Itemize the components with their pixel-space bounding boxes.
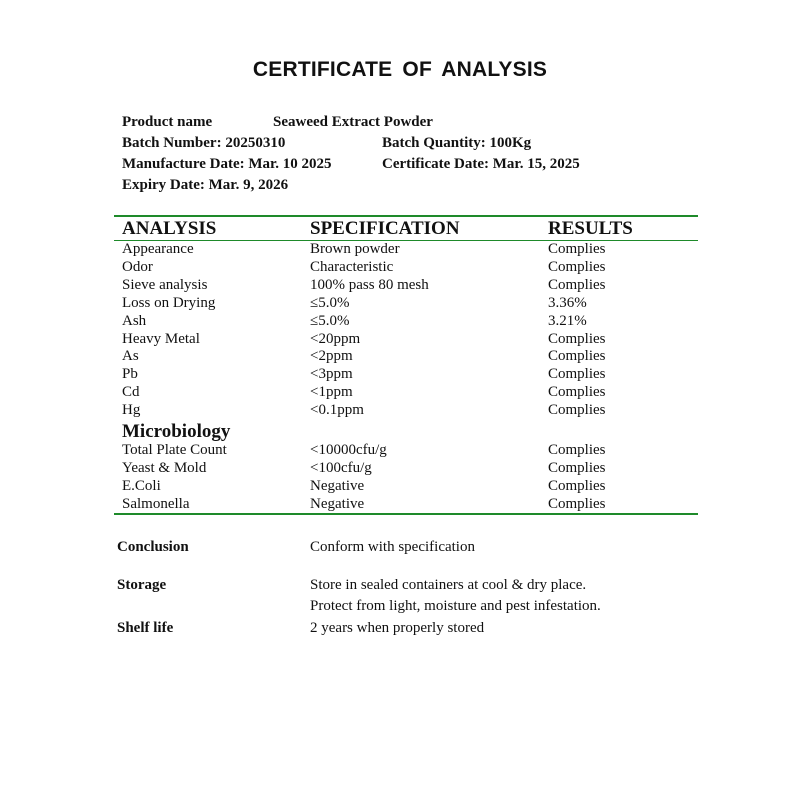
shelf-life-label: Shelf life <box>117 620 174 636</box>
table-cell-result: Complies <box>548 241 606 257</box>
table-bottom-rule <box>114 513 698 515</box>
conclusion-value: Conform with specification <box>310 539 475 555</box>
header-specification: SPECIFICATION <box>310 218 460 239</box>
micro-cell-result: Complies <box>548 495 606 512</box>
table-cell-specification: <3ppm <box>310 366 353 383</box>
table-cell-result: Complies <box>548 348 606 365</box>
table-cell-result: 3.36% <box>548 294 587 311</box>
table-cell-specification: <0.1ppm <box>310 402 364 419</box>
micro-cell-analysis: E.Coli <box>122 477 161 494</box>
micro-cell-specification: Negative <box>310 477 365 494</box>
micro-cell-result: Complies <box>548 459 606 476</box>
table-cell-result: Complies <box>548 366 606 383</box>
certificate-date: Certificate Date: Mar. 15, 2025 <box>382 156 580 172</box>
shelf-life-value: 2 years when properly stored <box>310 620 485 636</box>
micro-cell-specification: <100cfu/g <box>310 459 372 476</box>
table-cell-result: Complies <box>548 330 606 347</box>
micro-cell-analysis: Total Plate Count <box>122 442 227 458</box>
micro-cell-result: Complies <box>548 442 606 458</box>
storage-line-2: Protect from light, moisture and pest infestation. <box>310 598 601 614</box>
table-cell-analysis: Cd <box>122 384 140 401</box>
table-cell-specification: <2ppm <box>310 348 353 365</box>
table-cell-result: Complies <box>548 402 606 419</box>
page-title: CERTIFICATE OF ANALYSIS <box>252 58 548 81</box>
table-cell-result: Complies <box>548 384 606 401</box>
storage-line-1: Store in sealed containers at cool & dry place. <box>310 577 587 593</box>
table-cell-specification: <1ppm <box>310 384 353 401</box>
batch-number: Batch Number: 20250310 <box>122 135 286 151</box>
header-results: RESULTS <box>548 218 633 239</box>
product-name-value: Seaweed Extract Powder <box>273 114 433 130</box>
conclusion-label: Conclusion <box>117 539 189 555</box>
table-cell-analysis: Sieve analysis <box>122 276 208 293</box>
table-cell-result: Complies <box>548 276 606 293</box>
expiry-date: Expiry Date: Mar. 9, 2026 <box>122 177 289 193</box>
table-cell-result: 3.21% <box>548 312 587 329</box>
table-cell-specification: 100% pass 80 mesh <box>310 276 429 293</box>
table-cell-specification: <20ppm <box>310 330 361 347</box>
micro-cell-specification: <10000cfu/g <box>310 442 387 458</box>
table-top-rule <box>114 215 698 217</box>
header-analysis: ANALYSIS <box>122 218 217 239</box>
table-cell-specification: Characteristic <box>310 258 394 275</box>
micro-cell-result: Complies <box>548 477 606 494</box>
table-cell-specification: ≤5.0% <box>310 294 350 311</box>
table-cell-analysis: Appearance <box>122 241 194 257</box>
table-cell-result: Complies <box>548 258 606 275</box>
micro-cell-specification: Negative <box>310 495 365 512</box>
table-cell-analysis: Loss on Drying <box>122 294 216 311</box>
table-cell-specification: Brown powder <box>310 241 400 257</box>
table-cell-analysis: As <box>122 348 139 365</box>
table-cell-analysis: Hg <box>122 402 141 419</box>
table-cell-specification: ≤5.0% <box>310 312 350 329</box>
microbiology-heading: Microbiology <box>122 421 231 442</box>
table-cell-analysis: Odor <box>122 258 153 275</box>
micro-cell-analysis: Yeast & Mold <box>122 459 207 476</box>
product-name-label: Product name <box>122 114 213 130</box>
table-cell-analysis: Ash <box>122 312 147 329</box>
micro-cell-analysis: Salmonella <box>122 495 190 512</box>
storage-label: Storage <box>117 577 167 593</box>
table-cell-analysis: Heavy Metal <box>122 330 200 347</box>
batch-quantity: Batch Quantity: 100Kg <box>382 135 532 151</box>
manufacture-date: Manufacture Date: Mar. 10 2025 <box>122 156 332 172</box>
header-underline-rule <box>114 240 698 241</box>
table-cell-analysis: Pb <box>122 366 138 383</box>
